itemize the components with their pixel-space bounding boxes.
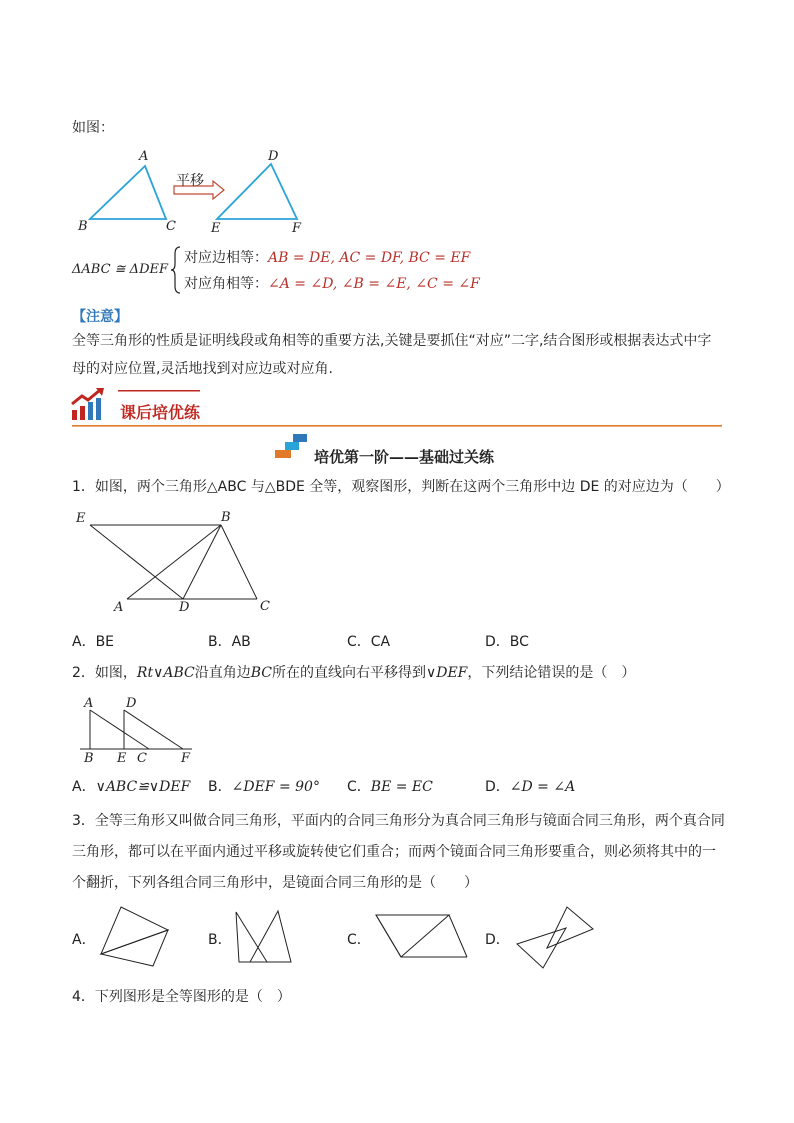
- q2-stem-c: 沿直角边: [194, 665, 251, 681]
- q2-option-d-key: D．: [485, 779, 510, 795]
- q2-stem-f: ∨DEF: [425, 665, 468, 681]
- q2-label-c: C: [137, 751, 147, 766]
- angles-prefix: 对应角相等：: [184, 276, 268, 292]
- q2-stem-d: BC: [250, 665, 272, 681]
- q2-stem-g: ，下列结论错误的是（ ）: [467, 665, 636, 681]
- tri-label-d: D: [268, 149, 279, 164]
- q2-stem-e: 所在的直线向右平移得到: [271, 665, 426, 681]
- q2-stem-a: 2．如图，: [72, 665, 137, 681]
- note-line-2: 母的对应位置,灵活地找到对应边或对应角.: [72, 361, 333, 377]
- q3-option-a[interactable]: A．: [72, 932, 96, 948]
- note-tag: 【注意】: [72, 309, 128, 325]
- q2-option-b-key: B．: [208, 779, 232, 795]
- arrow-label: 平移: [176, 173, 204, 189]
- q3-option-b[interactable]: B．: [208, 932, 232, 948]
- q1-stem: 1．如图，两个三角形△ABC 与△BDE 全等，观察图形，判断在这两个三角形中边 DE 的对应边为（ ）: [72, 479, 730, 495]
- sides-expr: AB = DE, AC = DF, BC = EF: [268, 250, 471, 266]
- q2-label-d: D: [126, 696, 137, 711]
- q2-option-a-key: A．: [72, 779, 96, 795]
- q2-option-d-expr: ∠D = ∠A: [509, 779, 576, 795]
- q1-label-e: E: [76, 511, 86, 526]
- q2-label-a: A: [84, 696, 94, 711]
- q2-label-b: B: [84, 751, 94, 766]
- tri-label-f: F: [292, 221, 302, 236]
- q3-option-d[interactable]: D．: [485, 932, 510, 948]
- q1-label-d: D: [179, 600, 190, 615]
- tri-label-e: E: [211, 221, 221, 236]
- note-line-1: 全等三角形的性质是证明线段或角相等的重要方法,关键是要抓住“对应”二字,结合图形或根据表达式中字: [72, 333, 712, 349]
- q1-option-c[interactable]: C．CA: [347, 634, 391, 650]
- intro-label: 如图：: [72, 120, 114, 136]
- q1-option-d[interactable]: D．BC: [485, 634, 529, 650]
- q1-label-a: A: [114, 600, 124, 615]
- q4-stem: 4．下列图形是全等图形的是（ ）: [72, 989, 291, 1005]
- tri-label-c: C: [166, 219, 176, 234]
- q2-label-e: E: [117, 751, 127, 766]
- sides-prefix: 对应边相等：: [184, 250, 268, 266]
- tier-title: 培优第一阶——基础过关练: [314, 448, 495, 466]
- congruence-statement: ΔABC ≅ ΔDEF: [72, 262, 168, 277]
- q2-option-a-expr: ∨ABC≌∨DEF: [95, 779, 191, 795]
- tri-label-b: B: [78, 219, 88, 234]
- section-title: 课后培优练: [120, 403, 201, 422]
- q3-option-c[interactable]: C．: [347, 932, 371, 948]
- q2-option-b-expr: ∠DEF = 90°: [231, 779, 320, 795]
- q2-option-c-key: C．: [347, 779, 371, 795]
- tri-label-a: A: [139, 149, 149, 164]
- q3-line-3: 个翻折，下列各组合同三角形中，是镜面合同三角形的是（ ）: [72, 875, 478, 891]
- angles-expr: ∠A = ∠D, ∠B = ∠E, ∠C = ∠F: [268, 276, 480, 292]
- q3-line-2: 三角形，都可以在平面内通过平移或旋转使它们重合；而两个镜面合同三角形要重合，则必须将其中的一: [72, 844, 716, 860]
- q1-option-b[interactable]: B．AB: [208, 634, 251, 650]
- q1-label-c: C: [260, 599, 270, 614]
- q1-option-a[interactable]: A．BE: [72, 634, 115, 650]
- q3-line-1: 3．全等三角形又叫做合同三角形，平面内的合同三角形分为真合同三角形与镜面合同三角形，两个真合同: [72, 813, 725, 829]
- q2-label-f: F: [181, 751, 191, 766]
- q2-stem-b: Rt∨ABC: [136, 665, 195, 681]
- q1-label-b: B: [221, 510, 231, 525]
- q2-option-c-expr: BE = EC: [370, 779, 433, 795]
